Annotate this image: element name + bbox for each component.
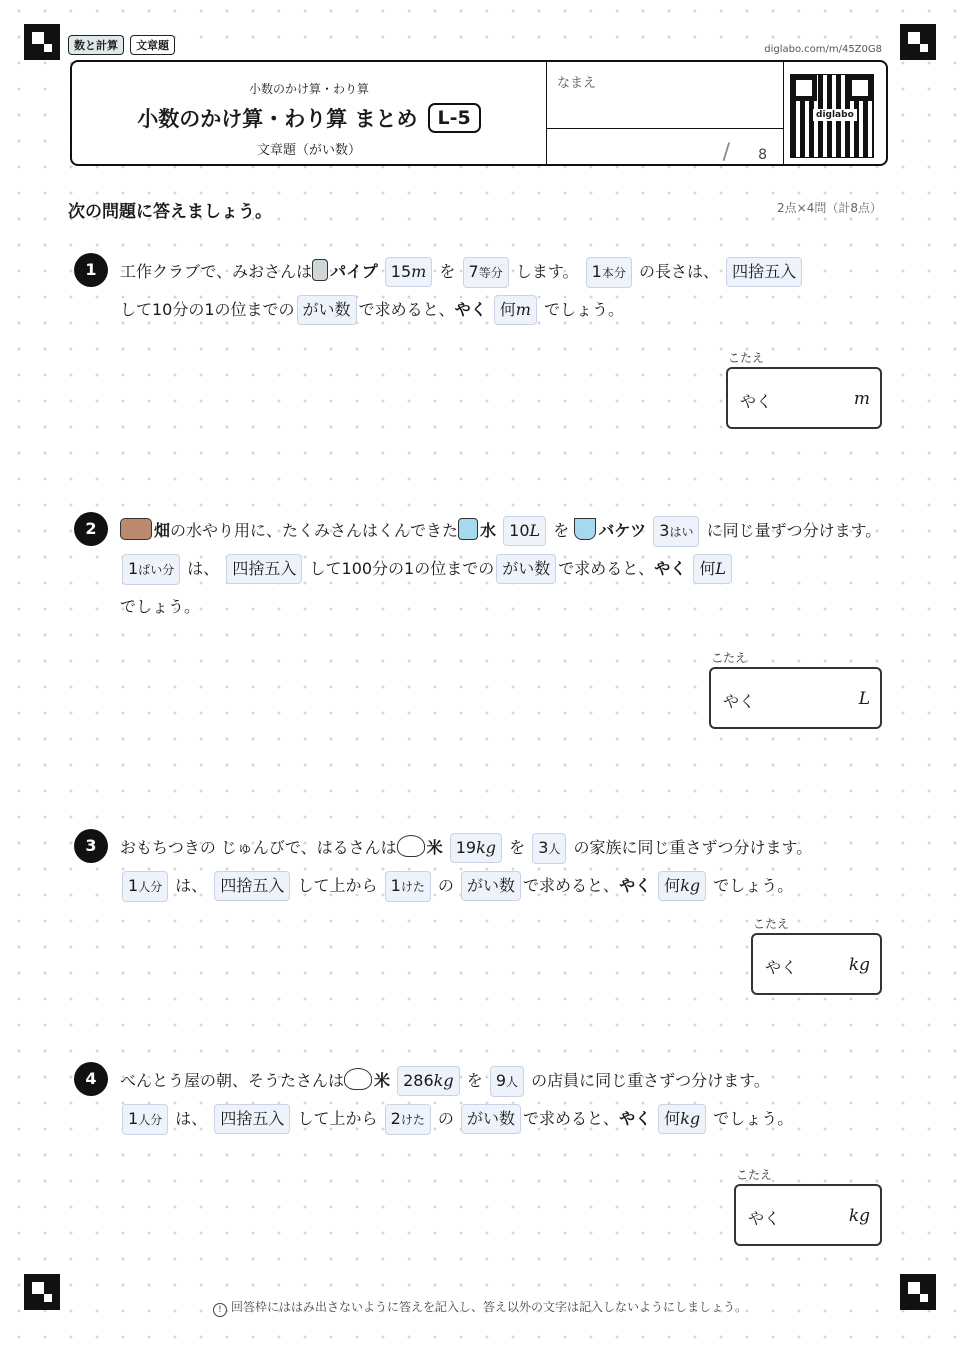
- rice-bowl-icon: [344, 1068, 372, 1090]
- problem-4: [74, 1062, 884, 1138]
- text-segment: を: [439, 262, 456, 281]
- unit: kg: [476, 838, 497, 857]
- value-box: [490, 1066, 524, 1097]
- footer-text: 回答枠にははみ出さないように答えを記入し、答え以外の文字は記入しないようにしましょう。: [230, 1300, 747, 1314]
- item-label: 米: [374, 1071, 391, 1090]
- corner-marker-top-right: [900, 24, 936, 60]
- text-segment: でしょう。: [120, 597, 201, 616]
- text-segment: 工作クラブで、みおさんは: [120, 262, 313, 281]
- unit: 人: [506, 1075, 519, 1089]
- value-box: [397, 1066, 459, 1096]
- answer-label: こたえ: [753, 917, 790, 931]
- yaku-text: やく: [654, 559, 687, 578]
- value-box: [385, 257, 433, 287]
- unit: 等分: [478, 266, 503, 280]
- text-segment: に同じ量ずつ分けます。: [706, 521, 882, 540]
- answer-unit: kg: [848, 1206, 870, 1226]
- footer-note: [0, 1298, 960, 1317]
- text-segment: して上から: [297, 1109, 378, 1128]
- unit: けた: [400, 1113, 425, 1127]
- problem-number: 3: [74, 829, 108, 863]
- value-box: [653, 516, 699, 547]
- value-box: [122, 554, 180, 585]
- unit: m: [515, 300, 531, 319]
- value: 1: [390, 876, 401, 895]
- score-total: 8: [758, 147, 767, 163]
- answer-box-2[interactable]: [709, 667, 882, 729]
- tag-list: [68, 35, 175, 55]
- value: 10: [509, 521, 530, 540]
- header-subtitle: 小数のかけ算・わり算: [248, 82, 369, 96]
- problem-number: 2: [74, 512, 108, 546]
- question-word: 何: [664, 1109, 681, 1128]
- answer-prefix: やく: [765, 958, 798, 977]
- answer-unit: L: [858, 689, 870, 709]
- answer-unit: kg: [848, 955, 870, 975]
- value: 1: [128, 1109, 139, 1128]
- worksheet-url: diglabo.com/m/45Z0G8: [764, 44, 882, 55]
- text-segment: で求めると、: [558, 559, 655, 578]
- qr-logo: diglabo: [813, 109, 857, 121]
- unit: 人分: [138, 1113, 163, 1127]
- text-segment: おもちつきの じゅんびで、はるさんは: [120, 838, 397, 857]
- question-box: [658, 871, 706, 901]
- unit: kg: [680, 876, 701, 895]
- value: 286: [403, 1071, 434, 1090]
- approx-box: がい数: [461, 1104, 521, 1134]
- problem-3: [74, 829, 884, 905]
- score-slash: /: [722, 140, 731, 165]
- value: 15: [390, 262, 412, 281]
- problem-number: 4: [74, 1062, 108, 1096]
- problem-text: [120, 512, 884, 626]
- question-word: 何: [664, 876, 681, 895]
- value: 2: [390, 1109, 401, 1128]
- answer-prefix: やく: [748, 1209, 781, 1228]
- unit: kg: [680, 1109, 701, 1128]
- value: 1: [591, 262, 602, 281]
- value: 3: [659, 521, 670, 540]
- unit: けた: [400, 880, 425, 894]
- value-box: [122, 1104, 168, 1135]
- approx-box: がい数: [297, 295, 357, 325]
- text-segment: して100分の1の位までの: [309, 559, 495, 578]
- problem-2: [74, 512, 884, 626]
- value-box: [122, 871, 168, 902]
- unit: はい: [669, 525, 694, 539]
- value-box: [450, 833, 502, 863]
- text-segment: の長さは、: [638, 262, 719, 281]
- value: 7: [468, 262, 479, 281]
- text-segment: は、: [175, 876, 208, 895]
- text-segment: します。: [515, 262, 579, 281]
- answer-label: こたえ: [711, 651, 748, 665]
- value-box: [463, 257, 509, 288]
- text-segment: でしょう。: [713, 1109, 794, 1128]
- name-score-area: [546, 62, 784, 164]
- water-icon: [458, 518, 478, 540]
- problem-text: [120, 253, 884, 329]
- text-segment: は、: [187, 559, 220, 578]
- answer-label: こたえ: [728, 351, 765, 365]
- rounding-box: 四捨五入: [226, 554, 302, 584]
- value: 1: [128, 876, 139, 895]
- answer-label: こたえ: [736, 1168, 773, 1182]
- text-segment: して上から: [297, 876, 378, 895]
- yaku-text: やく: [619, 876, 652, 895]
- text-segment: して10分の1の位までの: [120, 300, 295, 319]
- answer-box-3[interactable]: [751, 933, 882, 995]
- rounding-box: 四捨五入: [726, 257, 802, 287]
- text-segment: の家族に同じ重さずつ分けます。: [573, 838, 813, 857]
- value-box: [385, 1104, 431, 1135]
- text-segment: を: [509, 838, 526, 857]
- value-box: [532, 833, 566, 864]
- value: 9: [495, 1071, 506, 1090]
- item-label: 水: [480, 521, 497, 540]
- tag-subject: 数と計算: [68, 35, 124, 55]
- answer-box-4[interactable]: [734, 1184, 882, 1246]
- unit: 人分: [138, 880, 163, 894]
- warning-icon: !: [213, 1303, 227, 1317]
- text-segment: の店員に同じ重さずつ分けます。: [531, 1071, 770, 1090]
- text-segment: べんとう屋の朝、そうたさんは: [120, 1071, 345, 1090]
- unit: L: [529, 521, 541, 540]
- bucket-icon: [574, 518, 596, 540]
- value-box: [385, 871, 431, 902]
- approx-box: がい数: [496, 554, 556, 584]
- unit: m: [411, 262, 427, 281]
- answer-prefix: やく: [740, 392, 773, 411]
- text-segment: で求めると、: [523, 1109, 620, 1128]
- rounding-box: 四捨五入: [214, 1104, 290, 1134]
- title-block: [72, 62, 546, 164]
- level-badge: L-5: [428, 103, 481, 133]
- unit: 人: [548, 842, 561, 856]
- unit: L: [715, 559, 727, 578]
- value: 19: [455, 838, 477, 857]
- unit: kg: [433, 1071, 454, 1090]
- item-label: パイプ: [330, 262, 378, 281]
- unit: ぱい分: [138, 563, 175, 577]
- yaku-text: やく: [454, 300, 487, 319]
- qr-code[interactable]: [790, 74, 874, 158]
- yaku-text: やく: [619, 1109, 652, 1128]
- text-segment: の水やり用に、たくみさんはくんできた: [170, 521, 459, 540]
- unit: 本分: [601, 266, 626, 280]
- text-segment: を: [553, 521, 570, 540]
- answer-prefix: やく: [723, 692, 756, 711]
- field-icon: [120, 518, 152, 540]
- value: 3: [538, 838, 549, 857]
- answer-box-1[interactable]: [726, 367, 882, 429]
- score-field[interactable]: [723, 140, 767, 165]
- instruction: 次の問題に答えましょう。: [68, 202, 272, 222]
- problem-text: [120, 1062, 884, 1138]
- rounding-box: 四捨五入: [214, 871, 290, 901]
- answer-unit: m: [853, 389, 870, 409]
- text-segment: で求めると、: [523, 876, 620, 895]
- name-divider: [547, 128, 783, 129]
- problem-text: [120, 829, 884, 905]
- item-label: バケツ: [598, 521, 647, 540]
- corner-marker-top-left: [24, 24, 60, 60]
- value-box: [586, 257, 632, 288]
- text-segment: でしょう。: [543, 300, 624, 319]
- text-segment: でしょう。: [713, 876, 794, 895]
- page-title-text: 小数のかけ算・わり算 まとめ: [137, 107, 418, 131]
- page-title: [72, 103, 546, 133]
- place-label: 畑: [154, 521, 171, 540]
- text-segment: の: [437, 1109, 454, 1128]
- worksheet-header: [70, 60, 888, 166]
- question-box: [658, 1104, 706, 1134]
- item-label: 米: [426, 838, 443, 857]
- points-note: 2点×4問（計8点）: [777, 201, 882, 215]
- problem-number: 1: [74, 253, 108, 287]
- text-segment: の: [437, 876, 454, 895]
- value-box: [503, 516, 546, 546]
- rice-bowl-icon: [397, 835, 425, 857]
- text-segment: は、: [175, 1109, 208, 1128]
- problem-1: [74, 253, 884, 329]
- text-segment: を: [466, 1071, 483, 1090]
- name-label: なまえ: [557, 76, 597, 91]
- approx-box: がい数: [461, 871, 521, 901]
- pipe-icon: [312, 259, 328, 281]
- tag-type: 文章題: [130, 35, 175, 55]
- text-segment: で求めると、: [358, 300, 455, 319]
- question-box: [693, 554, 732, 584]
- question-box: [494, 295, 537, 325]
- value: 1: [128, 559, 139, 578]
- question-word: 何: [699, 559, 716, 578]
- header-category: 文章題（がい数）: [256, 143, 361, 158]
- question-word: 何: [499, 300, 516, 319]
